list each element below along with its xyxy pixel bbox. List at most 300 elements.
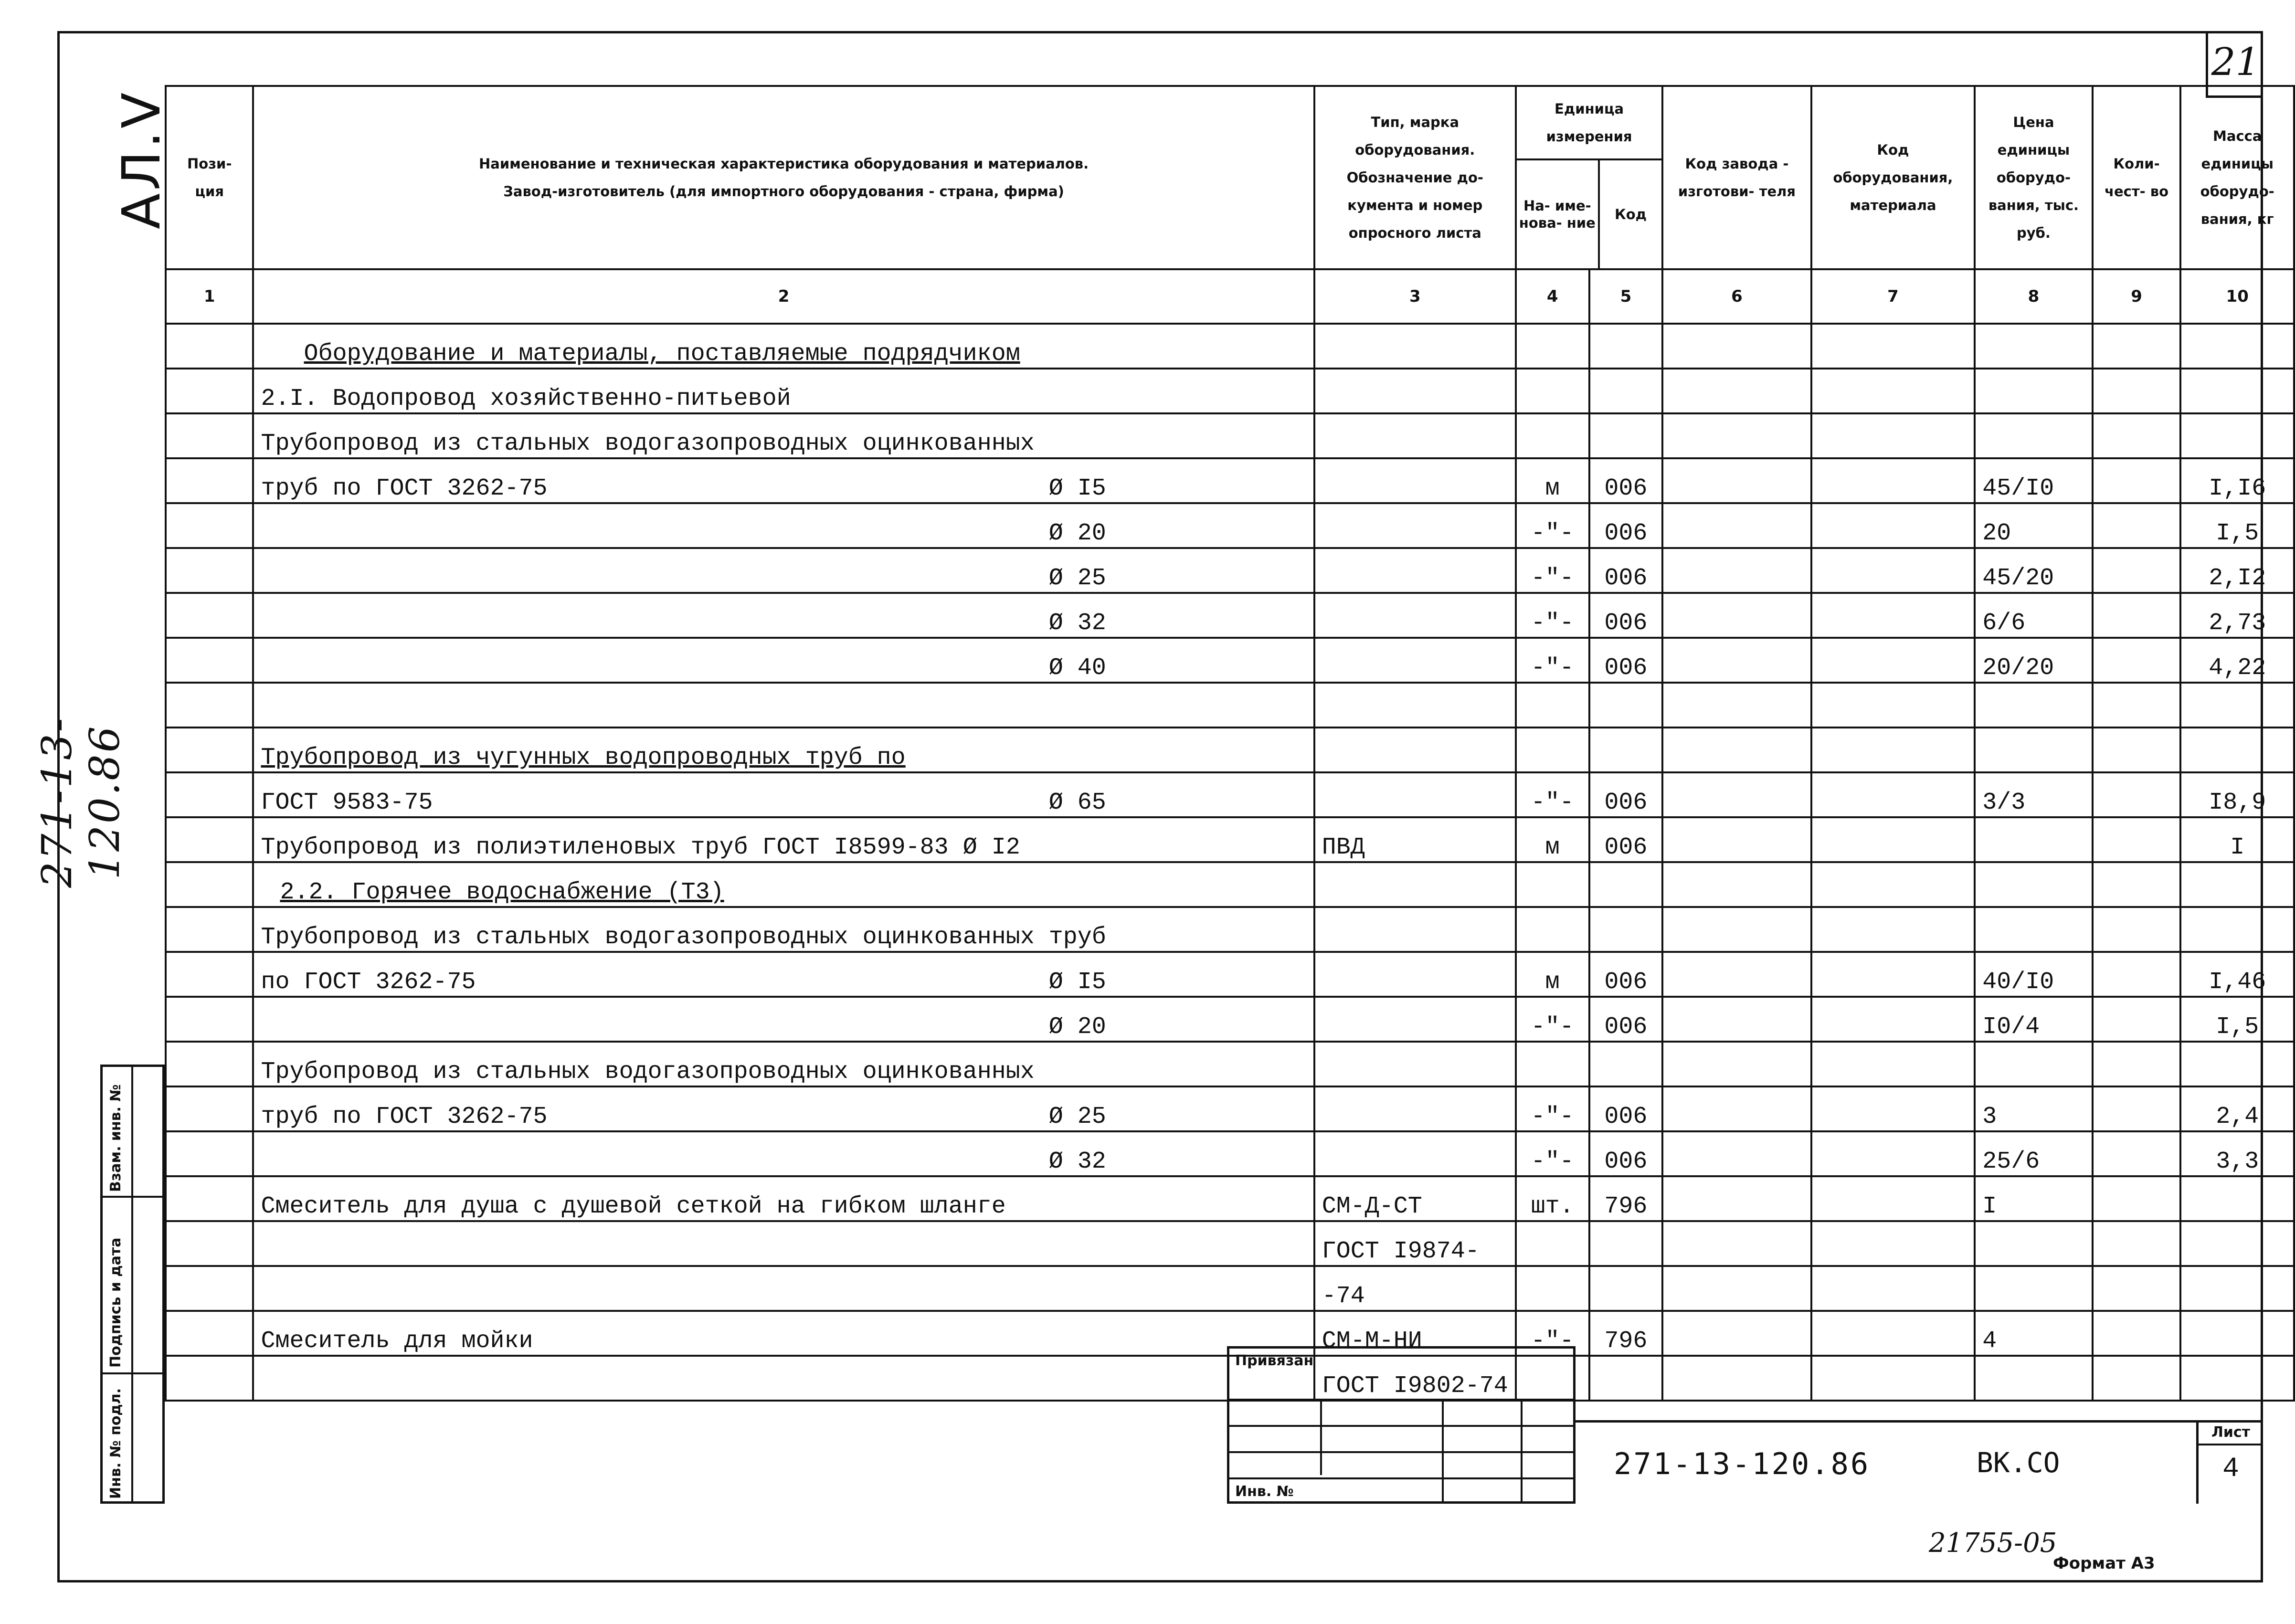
table-row [166, 369, 2294, 413]
cell-quantity [2093, 638, 2181, 683]
table-row [166, 817, 2294, 862]
cell-price [1975, 862, 2092, 907]
cell-name [253, 1221, 1314, 1266]
cell-mass [2180, 862, 2294, 907]
item-name: труб по ГОСТ 3262-75 [261, 1103, 548, 1130]
cell-factory-code [1662, 1086, 1811, 1131]
cell-position [166, 1131, 253, 1176]
cell-material-code [1811, 413, 1975, 458]
col-num-7: 7 [1811, 269, 1975, 324]
item-diameter: Ø 20 [1048, 520, 1106, 547]
cell-quantity [2093, 503, 2181, 548]
cell-unit-code: 006 [1589, 817, 1663, 862]
stamp-col [1320, 1399, 1322, 1475]
stamp-inv-no: Инв. № [1235, 1483, 1294, 1500]
cell-material-code [1811, 548, 1975, 593]
header-name [253, 86, 1314, 269]
cell-price: I0/4 [1975, 997, 2092, 1042]
cell-mass [2180, 413, 2294, 458]
col-num-1: 1 [166, 269, 253, 324]
cell-unit-code: 006 [1589, 1131, 1663, 1176]
table-row [166, 503, 2294, 548]
col-num-5: 5 [1589, 269, 1663, 324]
cell-price [1975, 324, 2092, 369]
cell-price [1975, 907, 2092, 952]
cell-name [253, 458, 1314, 503]
item-diameter: Ø 40 [1048, 654, 1106, 682]
cell-mass: 2,I2 [2180, 548, 2294, 593]
cell-unit-code: 006 [1589, 772, 1663, 817]
cell-unit-code [1589, 413, 1663, 458]
cell-unit [1516, 369, 1589, 413]
cell-factory-code [1662, 1221, 1811, 1266]
item-name: Трубопровод из стальных водогазопроводных оцинкованных [261, 430, 1035, 457]
cell-quantity [2093, 728, 2181, 772]
cell-price: 20 [1975, 503, 2092, 548]
cell-mass [2180, 683, 2294, 728]
cell-price [1975, 1266, 2092, 1311]
header-name-line1: Наименование и техническая характеристика оборудования и материалов. [479, 156, 1089, 172]
side-code: 271-13-120.86 [33, 716, 129, 888]
cell-price: 3 [1975, 1086, 2092, 1131]
cell-name [253, 728, 1314, 772]
item-name: ГОСТ 9583-75 [261, 789, 433, 816]
cell-quantity [2093, 548, 2181, 593]
cell-price [1975, 683, 2092, 728]
cell-material-code [1811, 458, 1975, 503]
sheet-label: Лист [2199, 1424, 2263, 1445]
table-row [166, 862, 2294, 907]
header-factory-code: Код завода - изготови- теля [1662, 86, 1811, 269]
cell-unit-code: 006 [1589, 638, 1663, 683]
cell-name [253, 862, 1314, 907]
cell-quantity [2093, 324, 2181, 369]
cell-factory-code [1662, 548, 1811, 593]
cell-factory-code [1662, 683, 1811, 728]
cell-quantity [2093, 862, 2181, 907]
cell-material-code [1811, 772, 1975, 817]
cell-type: СМ-Д-СТ [1314, 1176, 1516, 1221]
col-num-10: 10 [2180, 269, 2294, 324]
cell-quantity [2093, 1176, 2181, 1221]
table-row [166, 1086, 2294, 1131]
cell-unit [1516, 728, 1589, 772]
cell-type [1314, 1086, 1516, 1131]
cell-factory-code [1662, 817, 1811, 862]
cell-position [166, 907, 253, 952]
cell-price: 25/6 [1975, 1131, 2092, 1176]
cell-price: 6/6 [1975, 593, 2092, 638]
item-diameter: Ø 25 [1048, 565, 1106, 592]
cell-position [166, 952, 253, 997]
cell-price: 40/I0 [1975, 952, 2092, 997]
cell-unit [1516, 1221, 1589, 1266]
table-row [166, 548, 2294, 593]
cell-type [1314, 324, 1516, 369]
col-num-6: 6 [1662, 269, 1811, 324]
item-name: Смеситель для мойки [261, 1328, 533, 1355]
cell-type [1314, 907, 1516, 952]
cell-mass: 2,4 [2180, 1086, 2294, 1131]
cell-mass: I,I6 [2180, 458, 2294, 503]
cell-price: I [1975, 1176, 2092, 1221]
cell-mass [2180, 1221, 2294, 1266]
left-strip-sep [103, 1372, 162, 1374]
cell-quantity [2093, 593, 2181, 638]
cell-material-code [1811, 1131, 1975, 1176]
cell-price [1975, 413, 2092, 458]
item-diameter: Ø 32 [1048, 610, 1106, 637]
label-vzam-inv: Взам. инв. № [107, 1084, 124, 1192]
item-diameter: Ø 65 [1048, 789, 1106, 816]
cell-unit: м [1516, 952, 1589, 997]
cell-unit-code: 006 [1589, 503, 1663, 548]
cell-unit-code [1589, 1221, 1663, 1266]
cell-price: 3/3 [1975, 772, 2092, 817]
cell-quantity [2093, 997, 2181, 1042]
cell-position [166, 548, 253, 593]
label-inv-podl: Инв. № подл. [107, 1388, 124, 1499]
cell-name [253, 1042, 1314, 1086]
cell-position [166, 1042, 253, 1086]
header-unit: Единица измерения [1517, 87, 1661, 160]
header-type: Тип, марка оборудования. Обозначение до- кумента и номер опросного листа [1314, 86, 1516, 269]
cell-mass [2180, 324, 2294, 369]
cell-position [166, 817, 253, 862]
header-position: Пози- ция [166, 86, 253, 269]
cell-quantity [2093, 1221, 2181, 1266]
table-row [166, 413, 2294, 458]
cell-position [166, 772, 253, 817]
table-row [166, 728, 2294, 772]
item-name: 2.2. Горячее водоснабжение (Т3) [280, 879, 724, 906]
cell-price: 20/20 [1975, 638, 2092, 683]
cell-factory-code [1662, 324, 1811, 369]
cell-unit [1516, 1042, 1589, 1086]
cell-type [1314, 728, 1516, 772]
cell-factory-code [1662, 1131, 1811, 1176]
cell-unit-code [1589, 728, 1663, 772]
cell-factory-code [1662, 728, 1811, 772]
item-diameter: Ø I5 [1048, 969, 1106, 996]
cell-unit-code [1589, 1266, 1663, 1311]
cell-unit: -"- [1516, 503, 1589, 548]
cell-price: 4 [1975, 1311, 2092, 1356]
cell-mass [2180, 728, 2294, 772]
cell-quantity [2093, 772, 2181, 817]
cell-quantity [2093, 1266, 2181, 1311]
cell-quantity [2093, 907, 2181, 952]
item-diameter: Ø 32 [1048, 1148, 1106, 1175]
table-row [166, 1266, 2294, 1311]
cell-mass: I,46 [2180, 952, 2294, 997]
item-name: Трубопровод из чугунных водопроводных труб по [261, 744, 906, 771]
cell-name [253, 772, 1314, 817]
cell-factory-code [1662, 638, 1811, 683]
cell-position [166, 683, 253, 728]
cell-unit [1516, 413, 1589, 458]
cell-mass [2180, 907, 2294, 952]
item-name: Трубопровод из стальных водогазопроводных оцинкованных [261, 1058, 1035, 1086]
cell-material-code [1811, 1042, 1975, 1086]
cell-unit [1516, 862, 1589, 907]
cell-name [253, 817, 1314, 862]
cell-factory-code [1662, 1311, 1811, 1356]
header-unit-group [1516, 86, 1662, 269]
cell-position [166, 997, 253, 1042]
cell-mass [2180, 1042, 2294, 1086]
cell-name [253, 1176, 1314, 1221]
item-name: Оборудование и материалы, поставляемые подрядчиком [304, 340, 1020, 368]
cell-quantity [2093, 1356, 2181, 1401]
table-row [166, 593, 2294, 638]
cell-factory-code [1662, 369, 1811, 413]
cell-unit-code [1589, 683, 1663, 728]
cell-quantity [2093, 1086, 2181, 1131]
cell-factory-code [1662, 772, 1811, 817]
cell-price [1975, 728, 2092, 772]
cell-type [1314, 862, 1516, 907]
cell-unit [1516, 1266, 1589, 1311]
table-row [166, 638, 2294, 683]
cell-type [1314, 548, 1516, 593]
cell-type [1314, 1042, 1516, 1086]
cell-position [166, 413, 253, 458]
cell-mass: 4,22 [2180, 638, 2294, 683]
cell-quantity [2093, 1311, 2181, 1356]
cell-name [253, 952, 1314, 997]
cell-name [253, 324, 1314, 369]
cell-position [166, 1176, 253, 1221]
cell-quantity [2093, 952, 2181, 997]
cell-position [166, 593, 253, 638]
cell-price [1975, 817, 2092, 862]
cell-unit-code: 006 [1589, 952, 1663, 997]
cell-unit: -"- [1516, 1311, 1589, 1356]
cell-type [1314, 772, 1516, 817]
document-mark: ВК.СО [1977, 1446, 2060, 1479]
col-num-4: 4 [1516, 269, 1589, 324]
header-material-code: Код оборудования, материала [1811, 86, 1975, 269]
cell-material-code [1811, 683, 1975, 728]
col-num-3: 3 [1314, 269, 1516, 324]
cell-unit-code [1589, 907, 1663, 952]
cell-price [1975, 1042, 2092, 1086]
cell-price: 45/20 [1975, 548, 2092, 593]
cell-unit [1516, 683, 1589, 728]
cell-unit: м [1516, 458, 1589, 503]
cell-name [253, 1086, 1314, 1131]
header-quantity: Коли- чест- во [2093, 86, 2181, 269]
cell-quantity [2093, 683, 2181, 728]
cell-name [253, 1311, 1314, 1356]
sheet-box [2196, 1420, 2263, 1504]
cell-type [1314, 413, 1516, 458]
bottom-handwritten-note: 21755-05 [1929, 1528, 2057, 1559]
cell-material-code [1811, 638, 1975, 683]
cell-unit: шт. [1516, 1176, 1589, 1221]
spec-body [166, 324, 2294, 1401]
cell-type: ГОСТ I9802-74 [1314, 1356, 1516, 1401]
cell-factory-code [1662, 593, 1811, 638]
cell-type [1314, 458, 1516, 503]
cell-mass [2180, 369, 2294, 413]
table-row [166, 324, 2294, 369]
sheet-value: 4 [2222, 1454, 2239, 1485]
stamp-col [1442, 1399, 1444, 1501]
item-name: Смеситель для душа с душевой сеткой на гибком шланге [261, 1193, 1006, 1220]
cell-unit-code [1589, 1042, 1663, 1086]
cell-unit: -"- [1516, 548, 1589, 593]
cell-unit-code: 006 [1589, 458, 1663, 503]
cell-name [253, 1356, 1314, 1401]
cell-type: ГОСТ I9874- [1314, 1221, 1516, 1266]
cell-price [1975, 1221, 2092, 1266]
cell-unit-code: 796 [1589, 1176, 1663, 1221]
cell-factory-code [1662, 1042, 1811, 1086]
cell-unit-code [1589, 1356, 1663, 1401]
cell-quantity [2093, 817, 2181, 862]
cell-mass [2180, 1176, 2294, 1221]
cell-factory-code [1662, 952, 1811, 997]
cell-material-code [1811, 369, 1975, 413]
label-podpis-data: Подпись и дата [107, 1237, 124, 1368]
cell-mass: I [2180, 817, 2294, 862]
cell-mass: I8,9 [2180, 772, 2294, 817]
cell-material-code [1811, 1356, 1975, 1401]
cell-factory-code [1662, 458, 1811, 503]
cell-unit-code [1589, 369, 1663, 413]
cell-unit: -"- [1516, 772, 1589, 817]
stamp-privyazan: Привязан [1235, 1352, 1314, 1369]
cell-mass: I,5 [2180, 503, 2294, 548]
cell-material-code [1811, 728, 1975, 772]
item-diameter: Ø I5 [1048, 475, 1106, 502]
cell-material-code [1811, 817, 1975, 862]
cell-unit-code [1589, 862, 1663, 907]
col-num-9: 9 [2093, 269, 2181, 324]
header-row [166, 86, 2294, 269]
item-name: Трубопровод из стальных водогазопроводных оцинкованных труб [261, 924, 1106, 951]
item-name: Трубопровод из полиэтиленовых труб ГОСТ I8599-83 Ø I2 [261, 834, 1020, 861]
cell-position [166, 1266, 253, 1311]
header-price: Цена единицы оборудо- вания, тыс. руб. [1975, 86, 2092, 269]
corner-tag: АЛ.V [111, 89, 172, 230]
cell-name [253, 503, 1314, 548]
table-row [166, 952, 2294, 997]
cell-name [253, 907, 1314, 952]
cell-mass: 2,73 [2180, 593, 2294, 638]
cell-mass [2180, 1356, 2294, 1401]
cell-unit: -"- [1516, 1131, 1589, 1176]
left-approval-strip [100, 1065, 165, 1504]
cell-mass [2180, 1311, 2294, 1356]
cell-factory-code [1662, 1176, 1811, 1221]
table-row [166, 1221, 2294, 1266]
cell-type [1314, 369, 1516, 413]
item-name: 2.I. Водопровод хозяйственно-питьевой [261, 385, 791, 412]
cell-position [166, 1086, 253, 1131]
cell-name [253, 1131, 1314, 1176]
cell-material-code [1811, 1086, 1975, 1131]
cell-unit: -"- [1516, 593, 1589, 638]
cell-material-code [1811, 593, 1975, 638]
cell-factory-code [1662, 997, 1811, 1042]
cell-position [166, 1356, 253, 1401]
cell-position [166, 458, 253, 503]
cell-mass: I,5 [2180, 997, 2294, 1042]
cell-type [1314, 593, 1516, 638]
table-row [166, 772, 2294, 817]
cell-position [166, 728, 253, 772]
item-diameter: Ø 25 [1048, 1103, 1106, 1130]
stamp-col [1521, 1399, 1523, 1501]
cell-unit-code: 006 [1589, 548, 1663, 593]
col-num-8: 8 [1975, 269, 2092, 324]
cell-unit-code [1589, 324, 1663, 369]
cell-quantity [2093, 1042, 2181, 1086]
document-code: 271-13-120.86 [1614, 1446, 1871, 1481]
col-num-2: 2 [253, 269, 1314, 324]
cell-type: СМ-М-НИ [1314, 1311, 1516, 1356]
item-diameter: Ø 20 [1048, 1013, 1106, 1041]
cell-type [1314, 1131, 1516, 1176]
cell-price [1975, 1356, 2092, 1401]
item-name: по ГОСТ 3262-75 [261, 969, 476, 996]
binding-stamp [1227, 1346, 1576, 1504]
cell-mass [2180, 1266, 2294, 1311]
cell-material-code [1811, 324, 1975, 369]
cell-type: ПВД [1314, 817, 1516, 862]
cell-unit: -"- [1516, 997, 1589, 1042]
header-mass: Масса единицы оборудо- вания, кг [2180, 86, 2294, 269]
cell-type [1314, 503, 1516, 548]
cell-type: -74 [1314, 1266, 1516, 1311]
cell-factory-code [1662, 503, 1811, 548]
cell-quantity [2093, 413, 2181, 458]
cell-position [166, 638, 253, 683]
table-row [166, 907, 2294, 952]
header-name-line2: Завод-изготовитель (для импортного оборудования - страна, фирма) [503, 183, 1064, 200]
cell-unit: -"- [1516, 1086, 1589, 1131]
cell-material-code [1811, 907, 1975, 952]
cell-name [253, 638, 1314, 683]
cell-material-code [1811, 503, 1975, 548]
specification-table [165, 85, 2295, 1402]
table-row [166, 997, 2294, 1042]
column-number-row [166, 269, 2294, 324]
cell-material-code [1811, 862, 1975, 907]
cell-factory-code [1662, 1266, 1811, 1311]
table-row [166, 1042, 2294, 1086]
cell-price: 45/I0 [1975, 458, 2092, 503]
cell-mass: 3,3 [2180, 1131, 2294, 1176]
cell-material-code [1811, 1266, 1975, 1311]
cell-material-code [1811, 1311, 1975, 1356]
cell-unit: м [1516, 817, 1589, 862]
cell-name [253, 997, 1314, 1042]
item-name: труб по ГОСТ 3262-75 [261, 475, 548, 502]
cell-quantity [2093, 1131, 2181, 1176]
cell-unit-code: 796 [1589, 1311, 1663, 1356]
cell-type [1314, 683, 1516, 728]
cell-unit [1516, 324, 1589, 369]
cell-factory-code [1662, 413, 1811, 458]
cell-name [253, 369, 1314, 413]
cell-factory-code [1662, 907, 1811, 952]
table-row [166, 683, 2294, 728]
cell-type [1314, 952, 1516, 997]
